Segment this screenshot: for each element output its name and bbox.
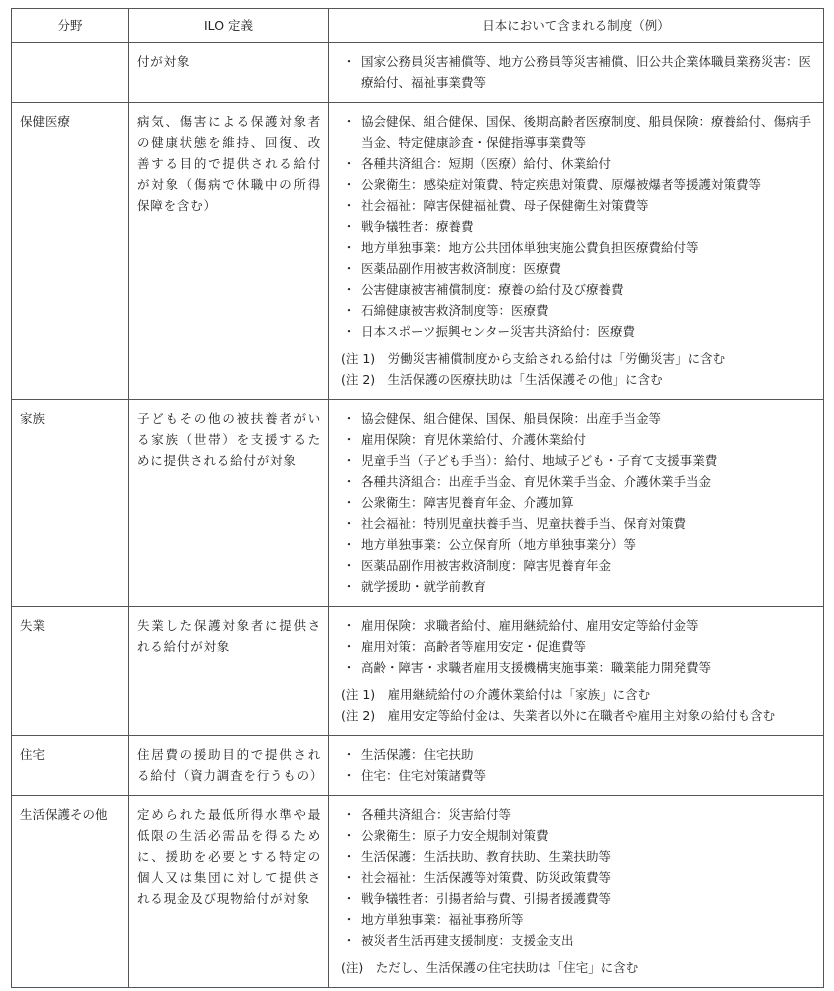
list-item: ・ 戦争犠牲者：引揚者給与費、引揚者援護費等 [337,888,816,909]
list-item: ・ 就学援助・就学前教育 [337,576,816,597]
table-row [12,103,824,400]
ilo-definition-cell: 住居費の援助目的で提供される給付（資力調査を行うもの） [129,736,329,796]
list-item: ・ 公衆衛生：原子力安全規制対策費 [337,825,816,846]
social-security-classification-table [11,8,824,988]
header-field: 分野 [12,9,129,43]
system-list [337,804,816,951]
field-cell: 保健医療 [12,103,129,400]
list-item: ・ 公衆衛生：感染症対策費、特定疾患対策費、原爆被爆者等援護対策費等 [337,174,816,195]
list-item: ・ 住宅：住宅対策諸費等 [337,765,816,786]
ilo-definition-cell: 病気、傷害による保護対象者の健康状態を維持、回復、改善する目的で提供される給付が対象（傷病で休職中の所得保障を含む） [129,103,329,400]
list-item: ・ 高齢・障害・求職者雇用支援機構実施事業：職業能力開発費等 [337,657,816,678]
list-item: ・ 医薬品副作用被害救済制度：医療費 [337,258,816,279]
system-list [337,744,816,786]
header-row [12,9,824,43]
list-item: ・ 雇用対策：高齢者等雇用安定・促進費等 [337,636,816,657]
system-list [337,408,816,597]
japan-systems-cell [329,607,824,736]
header-japan-systems: 日本において含まれる制度（例） [329,9,824,43]
japan-systems-cell [329,43,824,103]
table-row [12,736,824,796]
notes [337,348,816,390]
note: (注 1) 労働災害補償制度から支給される給付は「労働災害」に含む [341,351,726,366]
notes [337,684,816,726]
system-list [337,615,816,678]
note: (注) ただし、生活保護の住宅扶助は「住宅」に含む [341,960,639,975]
note: (注 2) 生活保護の医療扶助は「生活保護その他」に含む [341,372,663,387]
field-cell: 家族 [12,400,129,607]
list-item: ・ 生活保護：住宅扶助 [337,744,816,765]
list-item: ・ 石綿健康被害救済制度等：医療費 [337,300,816,321]
ilo-definition-cell: 定められた最低所得水準や最低限の生活必需品を得るために、援助を必要とする特定の個人又は集団に対して提供される現金及び現物給付が対象 [129,796,329,988]
list-item: ・ 各種共済組合：出産手当金、育児休業手当金、介護休業手当金 [337,471,816,492]
japan-systems-cell [329,400,824,607]
list-item: ・ 生活保護：生活扶助、教育扶助、生業扶助等 [337,846,816,867]
ilo-definition-cell: 子どもその他の被扶養者がいる家族（世帯）を支援するために提供される給付が対象 [129,400,329,607]
list-item: ・ 社会福祉：特別児童扶養手当、児童扶養手当、保育対策費 [337,513,816,534]
table-body [12,43,824,988]
ilo-definition-cell: 失業した保護対象者に提供される給付が対象 [129,607,329,736]
field-cell: 生活保護その他 [12,796,129,988]
japan-systems-cell [329,736,824,796]
list-item: ・ 地方単独事業：福祉事務所等 [337,909,816,930]
list-item: ・ 協会健保、組合健保、国保、船員保険：出産手当金等 [337,408,816,429]
japan-systems-cell [329,796,824,988]
list-item: ・ 地方単独事業：地方公共団体単独実施公費負担医療費給付等 [337,237,816,258]
list-item: ・ 社会福祉：生活保護等対策費、防災政策費等 [337,867,816,888]
list-item: ・ 社会福祉：障害保健福祉費、母子保健衛生対策費等 [337,195,816,216]
list-item: ・ 雇用保険：求職者給付、雇用継続給付、雇用安定等給付金等 [337,615,816,636]
ilo-definition-cell: 付が対象 [129,43,329,103]
list-item: ・ 被災者生活再建支援制度：支援金支出 [337,930,816,951]
list-item: ・ 各種共済組合：災害給付等 [337,804,816,825]
list-item: ・ 日本スポーツ振興センター災害共済給付：医療費 [337,321,816,342]
field-cell: 失業 [12,607,129,736]
list-item: ・ 各種共済組合：短期（医療）給付、休業給付 [337,153,816,174]
header-ilo-definition: ILO 定義 [129,9,329,43]
table-row [12,607,824,736]
note: (注 1) 雇用継続給付の介護休業給付は「家族」に含む [341,687,651,702]
list-item: ・ 国家公務員災害補償等、地方公務員等災害補償、旧公共企業体職員業務災害：医療給付、福祉事業費等 [337,51,816,93]
system-list [337,51,816,93]
table-row [12,400,824,607]
list-item: ・ 公害健康被害補償制度：療養の給付及び療養費 [337,279,816,300]
note: (注 2) 雇用安定等給付金は、失業者以外に在職者や雇用主対象の給付も含む [341,708,776,723]
list-item: ・ 医薬品副作用被害救済制度：障害児養育年金 [337,555,816,576]
list-item: ・ 協会健保、組合健保、国保、後期高齢者医療制度、船員保険：療養給付、傷病手当金、特定健康診査・保健指導事業費等 [337,111,816,153]
table-row [12,43,824,103]
table-row [12,796,824,988]
system-list [337,111,816,342]
notes [337,957,816,978]
list-item: ・ 児童手当（子ども手当）：給付、地域子ども・子育て支援事業費 [337,450,816,471]
field-cell [12,43,129,103]
list-item: ・ 雇用保険：育児休業給付、介護休業給付 [337,429,816,450]
field-cell: 住宅 [12,736,129,796]
japan-systems-cell [329,103,824,400]
list-item: ・ 地方単独事業：公立保育所（地方単独事業分）等 [337,534,816,555]
list-item: ・ 公衆衛生：障害児養育年金、介護加算 [337,492,816,513]
list-item: ・ 戦争犠牲者：療養費 [337,216,816,237]
